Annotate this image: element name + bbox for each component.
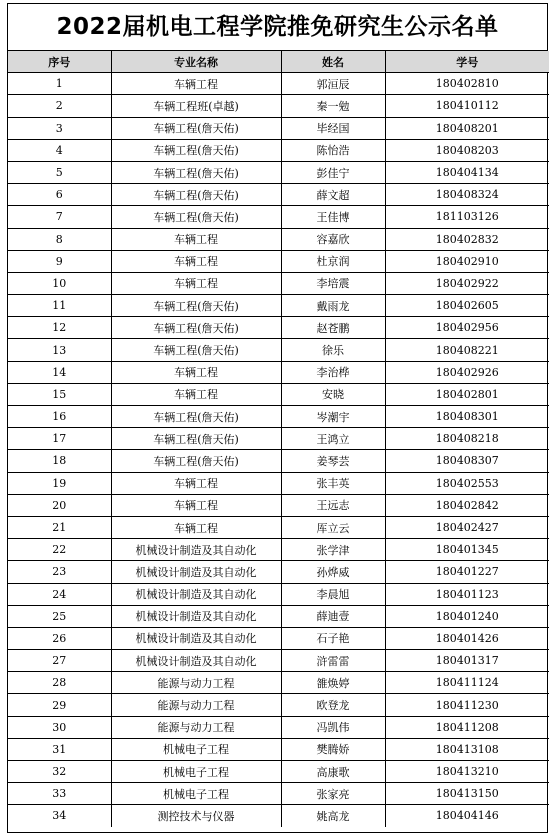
- cell-name: 姚高龙: [281, 805, 385, 827]
- cell-student-id: 180401426: [385, 627, 549, 649]
- cell-name: 陈怡浩: [281, 139, 385, 161]
- table-row: [8, 650, 549, 672]
- cell-index: 5: [8, 161, 111, 183]
- cell-major: 车辆工程: [111, 516, 281, 538]
- cell-student-id: 180408324: [385, 184, 549, 206]
- cell-student-id: 180402842: [385, 494, 549, 516]
- cell-major: 机械设计制造及其自动化: [111, 583, 281, 605]
- cell-index: 33: [8, 783, 111, 805]
- cell-major: 机械电子工程: [111, 738, 281, 760]
- cell-index: 3: [8, 117, 111, 139]
- cell-index: 18: [8, 450, 111, 472]
- cell-index: 15: [8, 383, 111, 405]
- cell-index: 2: [8, 95, 111, 117]
- cell-student-id: 180411124: [385, 672, 549, 694]
- cell-index: 8: [8, 228, 111, 250]
- cell-student-id: 180408307: [385, 450, 549, 472]
- cell-name: 彭佳宁: [281, 161, 385, 183]
- cell-student-id: 180402553: [385, 472, 549, 494]
- cell-major: 能源与动力工程: [111, 716, 281, 738]
- cell-index: 21: [8, 516, 111, 538]
- cell-major: 车辆工程: [111, 73, 281, 95]
- cell-major: 车辆工程: [111, 228, 281, 250]
- cell-major: 车辆工程: [111, 272, 281, 294]
- cell-student-id: 180402956: [385, 317, 549, 339]
- cell-student-id: 180401317: [385, 650, 549, 672]
- cell-name: 杜京润: [281, 250, 385, 272]
- cell-major: 车辆工程(詹天佑): [111, 339, 281, 361]
- cell-student-id: 180402922: [385, 272, 549, 294]
- cell-name: 王远志: [281, 494, 385, 516]
- table-row: [8, 95, 549, 117]
- table-row: [8, 539, 549, 561]
- cell-index: 1: [8, 73, 111, 95]
- page-title: 2022届机电工程学院推免研究生公示名单: [8, 4, 547, 51]
- table-row: [8, 272, 549, 294]
- header-student-id: 学号: [385, 51, 549, 73]
- table-row: [8, 117, 549, 139]
- table-row: [8, 406, 549, 428]
- cell-major: 车辆工程: [111, 383, 281, 405]
- table-row: [8, 627, 549, 649]
- cell-name: 李晨旭: [281, 583, 385, 605]
- cell-student-id: 180408221: [385, 339, 549, 361]
- table-row: [8, 583, 549, 605]
- cell-major: 机械设计制造及其自动化: [111, 650, 281, 672]
- table-row: [8, 694, 549, 716]
- cell-major: 机械设计制造及其自动化: [111, 627, 281, 649]
- cell-major: 机械设计制造及其自动化: [111, 561, 281, 583]
- table-row: [8, 73, 549, 95]
- table-row: [8, 383, 549, 405]
- cell-index: 34: [8, 805, 111, 827]
- cell-index: 30: [8, 716, 111, 738]
- cell-name: 浒雷雷: [281, 650, 385, 672]
- cell-index: 23: [8, 561, 111, 583]
- cell-index: 7: [8, 206, 111, 228]
- cell-student-id: 180404134: [385, 161, 549, 183]
- cell-name: 秦一勉: [281, 95, 385, 117]
- table-header-row: [8, 51, 549, 73]
- cell-name: 雒焕婷: [281, 672, 385, 694]
- cell-major: 能源与动力工程: [111, 672, 281, 694]
- cell-major: 机械设计制造及其自动化: [111, 605, 281, 627]
- table-row: [8, 494, 549, 516]
- cell-index: 22: [8, 539, 111, 561]
- table-row: [8, 605, 549, 627]
- cell-major: 机械电子工程: [111, 761, 281, 783]
- cell-student-id: 180408301: [385, 406, 549, 428]
- cell-index: 11: [8, 295, 111, 317]
- cell-name: 张家亮: [281, 783, 385, 805]
- cell-student-id: 180408203: [385, 139, 549, 161]
- cell-name: 王佳博: [281, 206, 385, 228]
- cell-index: 9: [8, 250, 111, 272]
- cell-name: 赵苍鹏: [281, 317, 385, 339]
- table-row: [8, 250, 549, 272]
- cell-name: 戴雨龙: [281, 295, 385, 317]
- cell-index: 28: [8, 672, 111, 694]
- table-row: [8, 339, 549, 361]
- cell-name: 郭洹辰: [281, 73, 385, 95]
- cell-name: 王鸿立: [281, 428, 385, 450]
- cell-name: 安晓: [281, 383, 385, 405]
- cell-major: 车辆工程(詹天佑): [111, 406, 281, 428]
- cell-student-id: 180408218: [385, 428, 549, 450]
- cell-index: 26: [8, 627, 111, 649]
- cell-student-id: 180410112: [385, 95, 549, 117]
- cell-name: 李治桦: [281, 361, 385, 383]
- table-row: [8, 428, 549, 450]
- cell-student-id: 180402926: [385, 361, 549, 383]
- cell-student-id: 181103126: [385, 206, 549, 228]
- table-row: [8, 561, 549, 583]
- document-sheet: [7, 3, 548, 833]
- cell-name: 容嘉欣: [281, 228, 385, 250]
- cell-index: 31: [8, 738, 111, 760]
- cell-index: 25: [8, 605, 111, 627]
- table-row: [8, 738, 549, 760]
- cell-major: 车辆工程(詹天佑): [111, 139, 281, 161]
- cell-name: 岑潮宇: [281, 406, 385, 428]
- cell-major: 机械设计制造及其自动化: [111, 539, 281, 561]
- cell-student-id: 180411208: [385, 716, 549, 738]
- cell-student-id: 180401227: [385, 561, 549, 583]
- cell-index: 20: [8, 494, 111, 516]
- cell-index: 27: [8, 650, 111, 672]
- cell-name: 厍立云: [281, 516, 385, 538]
- table-row: [8, 295, 549, 317]
- cell-student-id: 180404146: [385, 805, 549, 827]
- cell-index: 19: [8, 472, 111, 494]
- cell-major: 能源与动力工程: [111, 694, 281, 716]
- cell-name: 孙烨威: [281, 561, 385, 583]
- name-list-table: [8, 51, 549, 827]
- cell-student-id: 180408201: [385, 117, 549, 139]
- table-row: [8, 161, 549, 183]
- cell-student-id: 180402605: [385, 295, 549, 317]
- cell-name: 樊腾娇: [281, 738, 385, 760]
- cell-major: 车辆工程班(卓越): [111, 95, 281, 117]
- cell-student-id: 180413150: [385, 783, 549, 805]
- cell-student-id: 180402427: [385, 516, 549, 538]
- cell-name: 薛迪壹: [281, 605, 385, 627]
- cell-name: 欧登龙: [281, 694, 385, 716]
- cell-major: 车辆工程(詹天佑): [111, 450, 281, 472]
- cell-name: 薛文超: [281, 184, 385, 206]
- cell-student-id: 180411230: [385, 694, 549, 716]
- cell-index: 10: [8, 272, 111, 294]
- table-row: [8, 228, 549, 250]
- cell-student-id: 180401240: [385, 605, 549, 627]
- cell-major: 车辆工程(詹天佑): [111, 428, 281, 450]
- cell-name: 李培震: [281, 272, 385, 294]
- cell-student-id: 180402801: [385, 383, 549, 405]
- cell-major: 机械电子工程: [111, 783, 281, 805]
- cell-student-id: 180402810: [385, 73, 549, 95]
- cell-index: 29: [8, 694, 111, 716]
- cell-name: 张学津: [281, 539, 385, 561]
- table-row: [8, 184, 549, 206]
- cell-name: 高康歌: [281, 761, 385, 783]
- table-row: [8, 672, 549, 694]
- header-major: 专业名称: [111, 51, 281, 73]
- cell-major: 车辆工程: [111, 250, 281, 272]
- cell-student-id: 180413210: [385, 761, 549, 783]
- table-row: [8, 716, 549, 738]
- table-row: [8, 317, 549, 339]
- cell-student-id: 180402832: [385, 228, 549, 250]
- cell-major: 车辆工程(詹天佑): [111, 184, 281, 206]
- cell-name: 姜琴芸: [281, 450, 385, 472]
- cell-major: 车辆工程(詹天佑): [111, 206, 281, 228]
- cell-major: 车辆工程(詹天佑): [111, 295, 281, 317]
- table-row: [8, 450, 549, 472]
- cell-index: 13: [8, 339, 111, 361]
- cell-index: 17: [8, 428, 111, 450]
- cell-major: 车辆工程: [111, 361, 281, 383]
- cell-index: 14: [8, 361, 111, 383]
- cell-index: 16: [8, 406, 111, 428]
- table-row: [8, 206, 549, 228]
- cell-index: 24: [8, 583, 111, 605]
- table-row: [8, 783, 549, 805]
- cell-major: 测控技术与仪器: [111, 805, 281, 827]
- header-index: 序号: [8, 51, 111, 73]
- cell-major: 车辆工程(詹天佑): [111, 161, 281, 183]
- cell-index: 6: [8, 184, 111, 206]
- table-body: [8, 73, 549, 827]
- table-row: [8, 472, 549, 494]
- cell-major: 车辆工程: [111, 494, 281, 516]
- table-row: [8, 516, 549, 538]
- cell-student-id: 180402910: [385, 250, 549, 272]
- cell-major: 车辆工程(詹天佑): [111, 317, 281, 339]
- table-row: [8, 805, 549, 827]
- cell-student-id: 180401345: [385, 539, 549, 561]
- header-name: 姓名: [281, 51, 385, 73]
- cell-major: 车辆工程(詹天佑): [111, 117, 281, 139]
- cell-name: 毕经国: [281, 117, 385, 139]
- cell-index: 32: [8, 761, 111, 783]
- cell-index: 4: [8, 139, 111, 161]
- cell-student-id: 180413108: [385, 738, 549, 760]
- table-row: [8, 761, 549, 783]
- cell-name: 徐乐: [281, 339, 385, 361]
- cell-name: 石子艳: [281, 627, 385, 649]
- cell-name: 张丰英: [281, 472, 385, 494]
- cell-name: 冯凯伟: [281, 716, 385, 738]
- cell-major: 车辆工程: [111, 472, 281, 494]
- cell-index: 12: [8, 317, 111, 339]
- table-row: [8, 139, 549, 161]
- table-row: [8, 361, 549, 383]
- cell-student-id: 180401123: [385, 583, 549, 605]
